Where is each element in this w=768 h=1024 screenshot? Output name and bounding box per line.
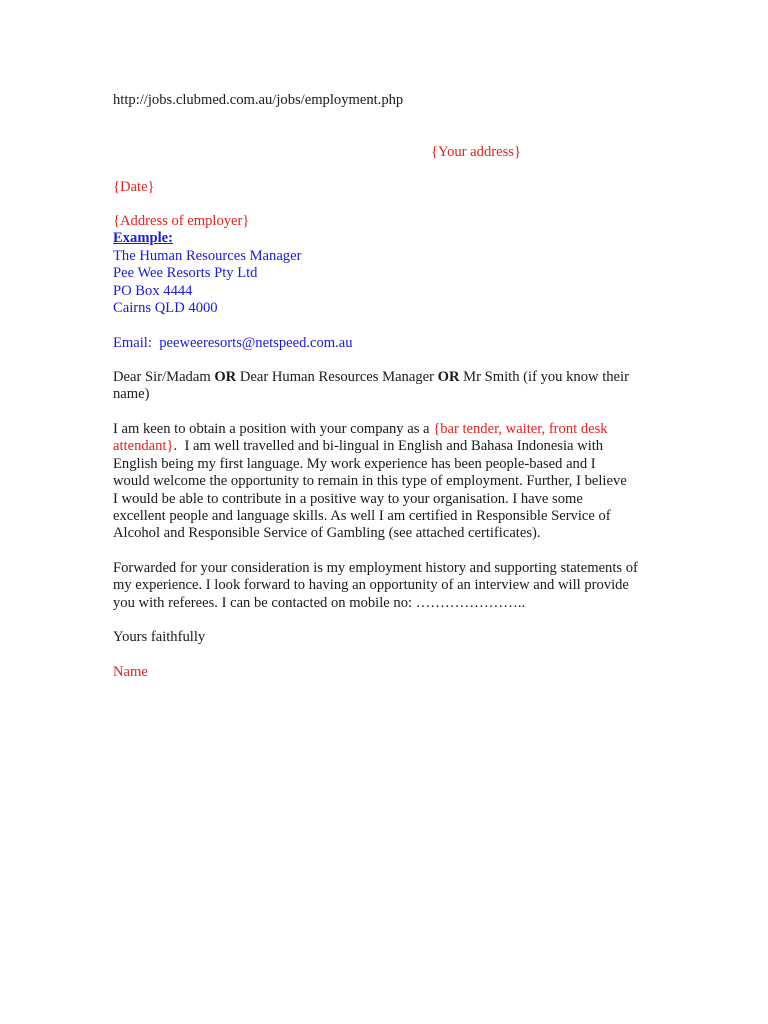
- p2-line-1: Forwarded for your consideration is my employment history and supporting statements of: [113, 560, 638, 576]
- example-label: Example:: [113, 230, 173, 246]
- salutation: [113, 369, 673, 404]
- p2-line-3: you with referees. I can be contacted on mobile no: …………………..: [113, 594, 526, 611]
- p1-line-6: excellent people and language skills. As well I am certified in Responsible Service of: [113, 507, 611, 524]
- salutation-part-2: Dear Human Resources Manager: [236, 369, 438, 385]
- salutation-line-2: name): [113, 386, 150, 403]
- p1-line1-prefix: I am keen to obtain a position with your company as a: [113, 421, 434, 437]
- employer-address-placeholder: {Address of employer}: [113, 213, 250, 229]
- email-line: [113, 335, 353, 352]
- salutation-part-3: Mr Smith (if you know their: [459, 369, 629, 385]
- employer-line-title: The Human Resources Manager: [113, 248, 302, 264]
- p1-line-3: English being my first language. My work experience has been people-based and I: [113, 455, 596, 472]
- employer-line-city: Cairns QLD 4000: [113, 300, 218, 316]
- body-paragraph-1: [113, 421, 673, 543]
- employer-line-company: Pee Wee Resorts Pty Ltd: [113, 265, 258, 281]
- salutation-or-2: OR: [437, 369, 460, 385]
- email-address: peeweeresorts@netspeed.com.au: [159, 335, 353, 351]
- salutation-part-1: Dear Sir/Madam: [113, 369, 215, 385]
- p1-line-7: Alcohol and Responsible Service of Gambling (see attached certificates).: [113, 525, 541, 542]
- closing: Yours faithfully: [113, 629, 206, 645]
- name-placeholder: Name: [113, 664, 148, 680]
- email-label: Email:: [113, 335, 160, 351]
- employer-line-pobox: PO Box 4444: [113, 283, 193, 299]
- salutation-or-1: OR: [214, 369, 237, 385]
- date-placeholder: {Date}: [113, 179, 155, 195]
- p1-line-4: would welcome the opportunity to remain in this type of employment. Further, I believe: [113, 473, 627, 490]
- your-address-placeholder: {Your address}: [431, 144, 521, 160]
- p1-line2-rest: . I am well travelled and bi-lingual in English and Bahasa Indonesia with: [173, 438, 604, 455]
- job-role-placeholder-start: {bar tender, waiter, front desk: [433, 421, 608, 437]
- p1-line-5: I would be able to contribute in a positive way to your organisation. I have some: [113, 490, 583, 507]
- job-role-placeholder-end: attendant}: [113, 438, 174, 455]
- body-paragraph-2: [113, 560, 673, 612]
- source-url: http://jobs.clubmed.com.au/jobs/employment.php: [113, 92, 404, 108]
- p2-line-2: my experience. I look forward to having an opportunity of an interview and will provide: [113, 577, 629, 594]
